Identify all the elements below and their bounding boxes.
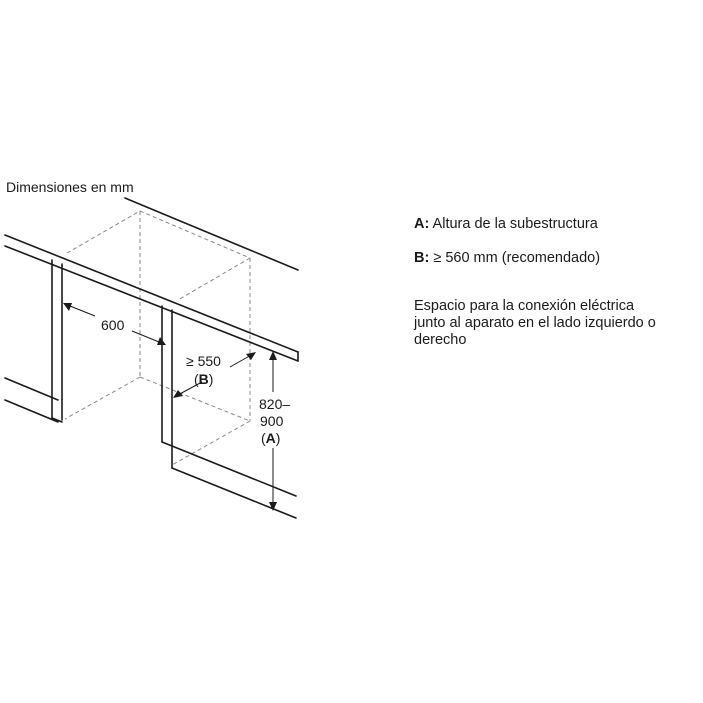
width-label: 600 <box>101 317 125 333</box>
legend-a-key: A: <box>414 216 430 232</box>
right-cabinet <box>162 306 296 518</box>
legend-b-key: B: <box>414 250 430 266</box>
height-label-bottom: 900 <box>260 413 284 429</box>
legend-b-text: ≥ 560 mm (recomendado) <box>433 250 601 266</box>
electrical-note <box>414 298 656 349</box>
electrical-note-line-2: junto al aparato en el lado izquierdo o <box>414 315 656 331</box>
electrical-note-line-3: derecho <box>414 332 467 348</box>
legend-b <box>414 250 600 267</box>
left-cabinet <box>5 260 62 422</box>
height-key-label: (A) <box>261 430 281 446</box>
depth-label: ≥ 550 <box>186 353 221 369</box>
depth-key-label: (B) <box>194 371 214 387</box>
height-label-top: 820– <box>259 396 291 412</box>
electrical-note-line-1: Espacio para la conexión eléctrica <box>414 298 635 314</box>
legend-a-text: Altura de la subestructura <box>432 216 598 232</box>
niche-outline <box>65 211 250 465</box>
units-label: Dimensiones en mm <box>6 179 134 195</box>
legend-a <box>414 216 598 233</box>
worktop <box>5 198 298 361</box>
